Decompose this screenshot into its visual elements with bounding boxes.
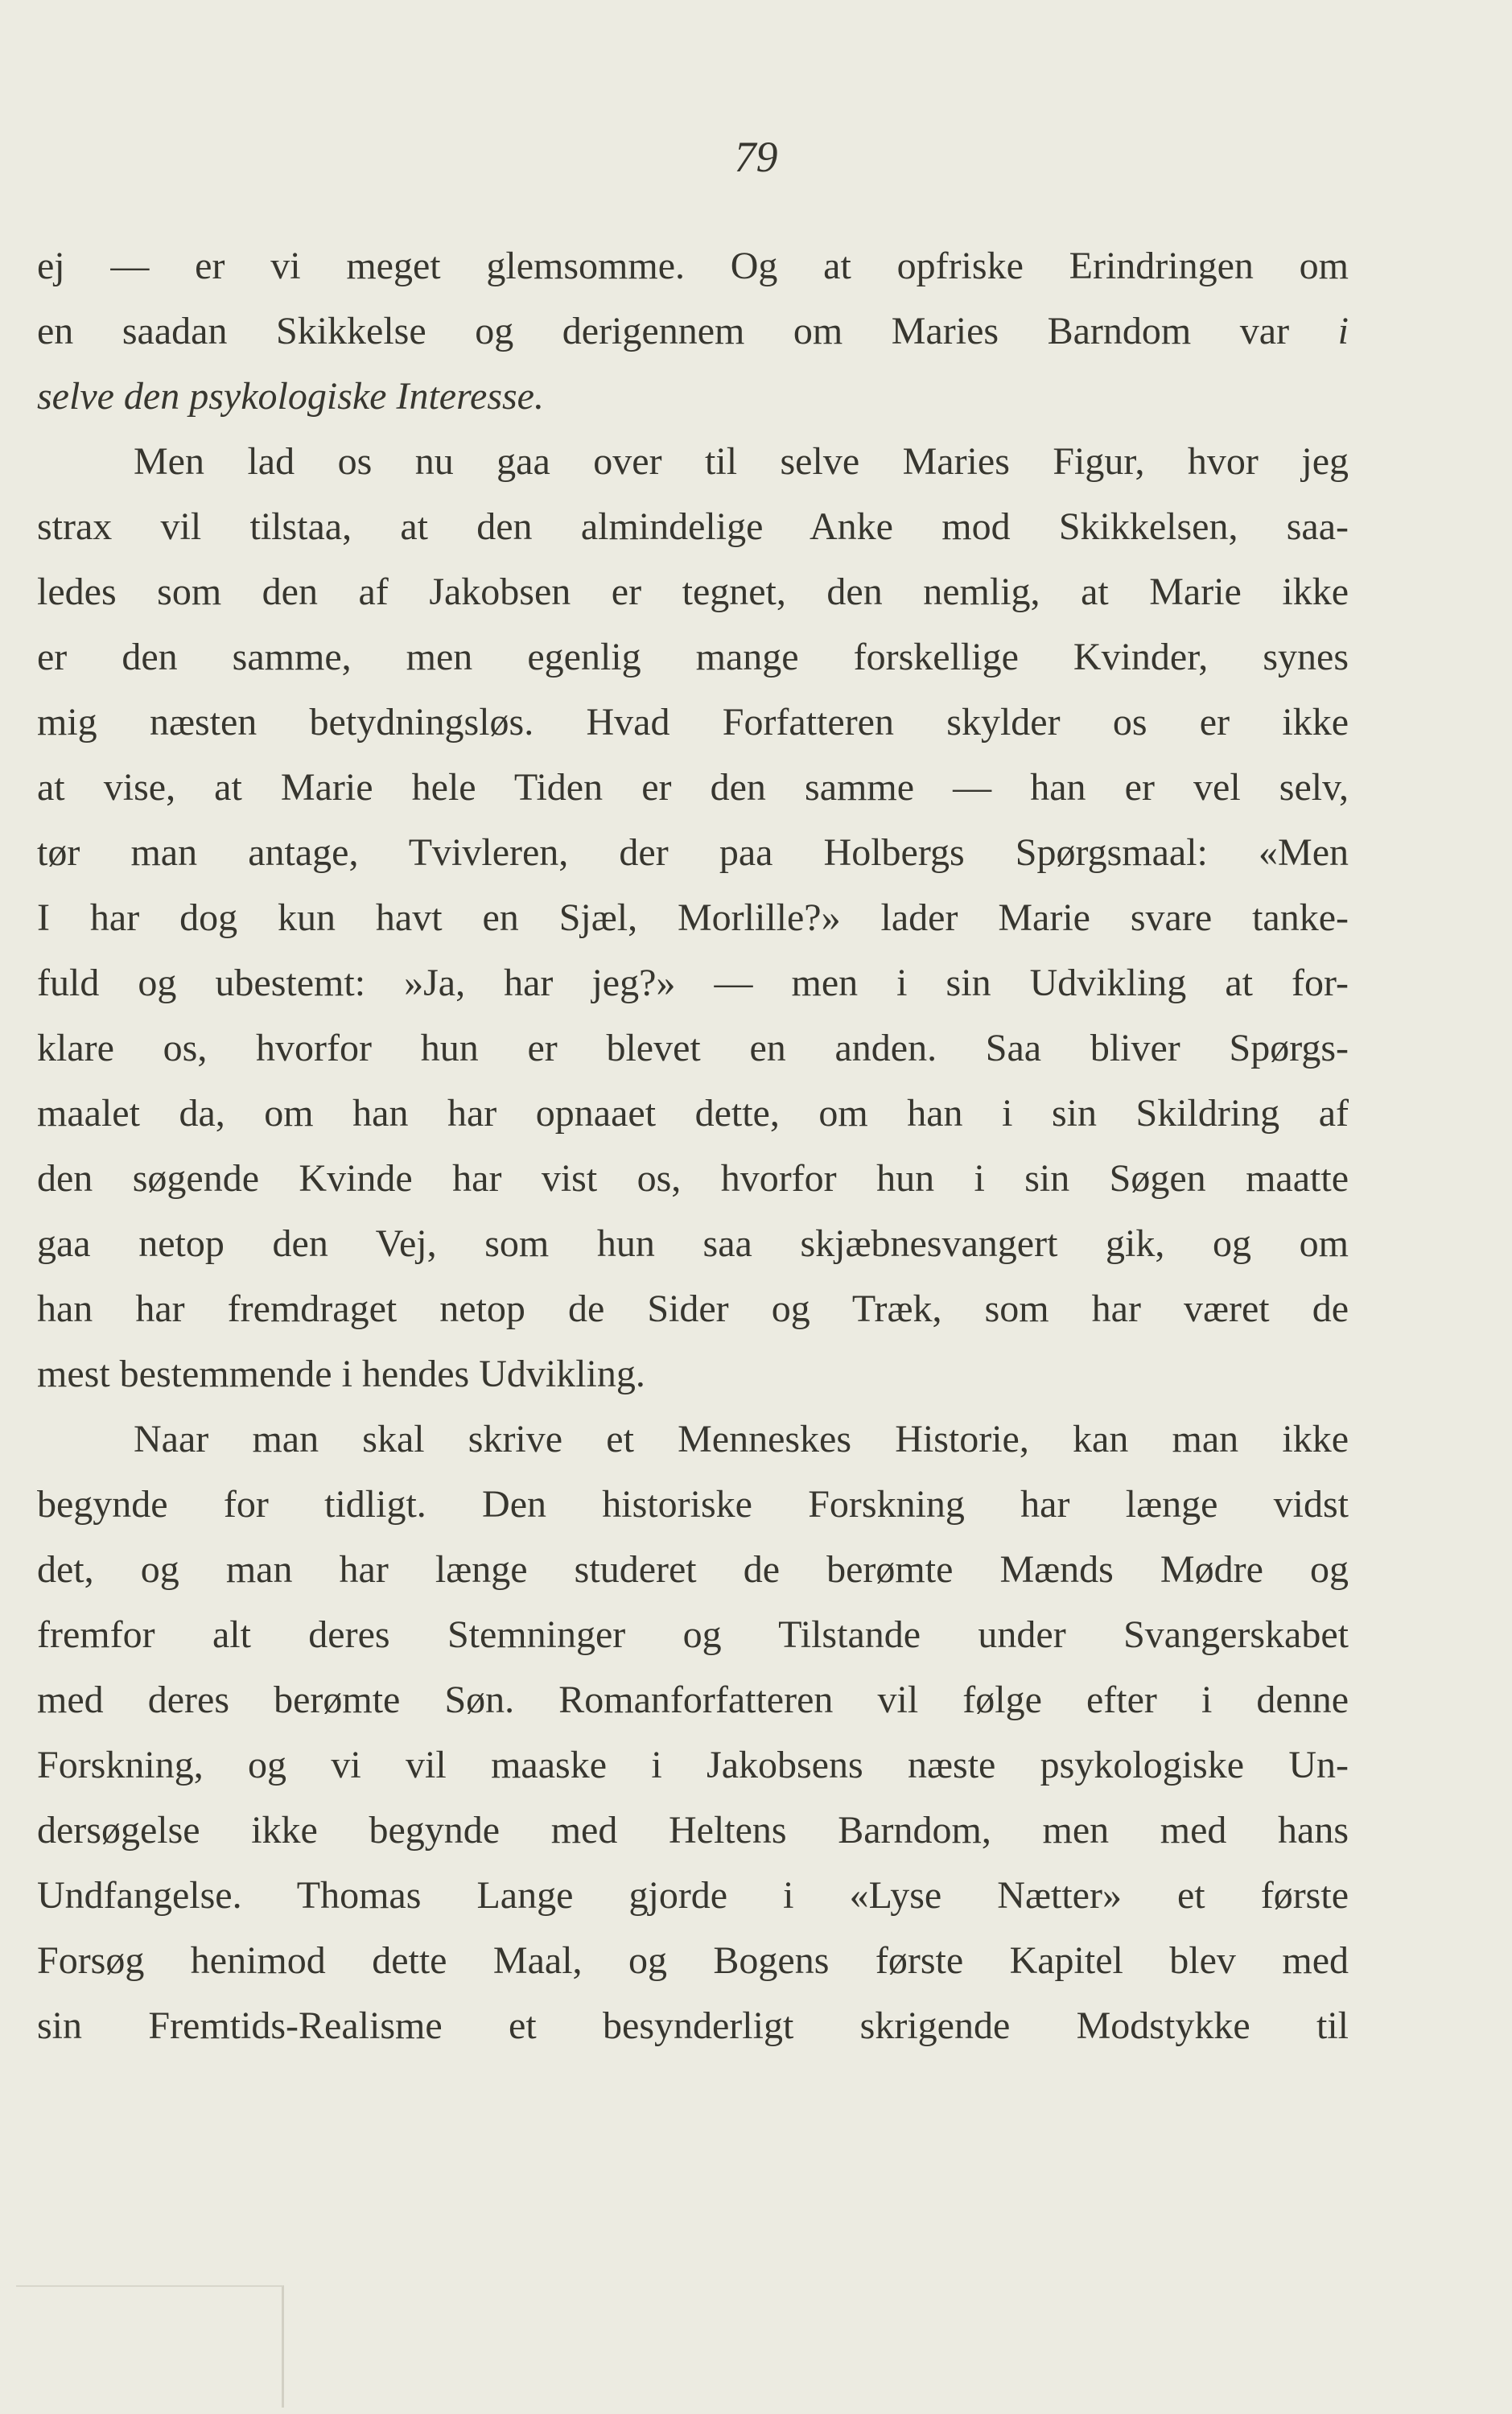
text-line: han har fremdraget netop de Sider og Træk, som har været de [37, 1287, 1349, 1330]
text-line: gaa netop den Vej, som hun saa skjæbnesvangert gik, og om [37, 1222, 1349, 1265]
text-line: Naar man skal skrive et Menneskes Historie, kan man ikke [134, 1418, 1349, 1460]
text-line: klare os, hvorfor hun er blevet en anden. Saa bliver Spørgs- [37, 1027, 1349, 1069]
text-line: en saadan Skikkelse og derigennem om Maries Barndom var i [37, 310, 1349, 352]
text-line: mig næsten betydningsløs. Hvad Forfatteren skylder os er ikke [37, 701, 1349, 744]
text-line: det, og man har længe studeret de berømte Mænds Mødre og [37, 1548, 1349, 1591]
text-line: ej — er vi meget glemsomme. Og at opfriske Erindringen om [37, 245, 1349, 287]
text-line: maalet da, om han har opnaaet dette, om han i sin Skildring af [37, 1092, 1349, 1135]
text-line: mest bestemmende i hendes Udvikling. [37, 1353, 645, 1395]
text-line: selve den psykologiske Interesse. [37, 375, 544, 418]
text-line: er den samme, men egenlig mange forskellige Kvinder, synes [37, 636, 1349, 678]
text-line: at vise, at Marie hele Tiden er den samme — han er vel selv, [37, 766, 1349, 809]
text-line: I har dog kun havt en Sjæl, Morlille?» lader Marie svare tanke- [37, 896, 1349, 939]
text-line: begynde for tidligt. Den historiske Forskning har længe vidst [37, 1483, 1349, 1526]
text-line: sin Fremtids-Realisme et besynderligt skrigende Modstykke til [37, 2004, 1349, 2047]
text-line: med deres berømte Søn. Romanforfatteren vil følge efter i denne [37, 1679, 1349, 1721]
text-line: tør man antage, Tvivleren, der paa Holbergs Spørgsmaal: «Men [37, 831, 1349, 874]
text-line: fremfor alt deres Stemninger og Tilstande under Svangerskabet [37, 1613, 1349, 1656]
text-line: Undfangelse. Thomas Lange gjorde i «Lyse Nætter» et første [37, 1874, 1349, 1917]
text-line: Forsøg henimod dette Maal, og Bogens første Kapitel blev med [37, 1939, 1349, 1982]
text-line: strax vil tilstaa, at den almindelige Anke mod Skikkelsen, saa- [37, 505, 1349, 548]
text-line: den søgende Kvinde har vist os, hvorfor hun i sin Søgen maatte [37, 1157, 1349, 1200]
body-text [37, 233, 1349, 2058]
page-number: 79 [734, 133, 778, 181]
scan-edge-mark [16, 2285, 284, 2408]
text-line: ledes som den af Jakobsen er tegnet, den nemlig, at Marie ikke [37, 571, 1349, 613]
text-line: fuld og ubestemt: »Ja, har jeg?» — men i sin Udvikling at for- [37, 962, 1349, 1004]
text-line: dersøgelse ikke begynde med Heltens Barndom, men med hans [37, 1809, 1349, 1852]
text-line: Forskning, og vi vil maaske i Jakobsens næste psykologiske Un- [37, 1744, 1349, 1786]
text-line: Men lad os nu gaa over til selve Maries Figur, hvor jeg [134, 440, 1349, 483]
